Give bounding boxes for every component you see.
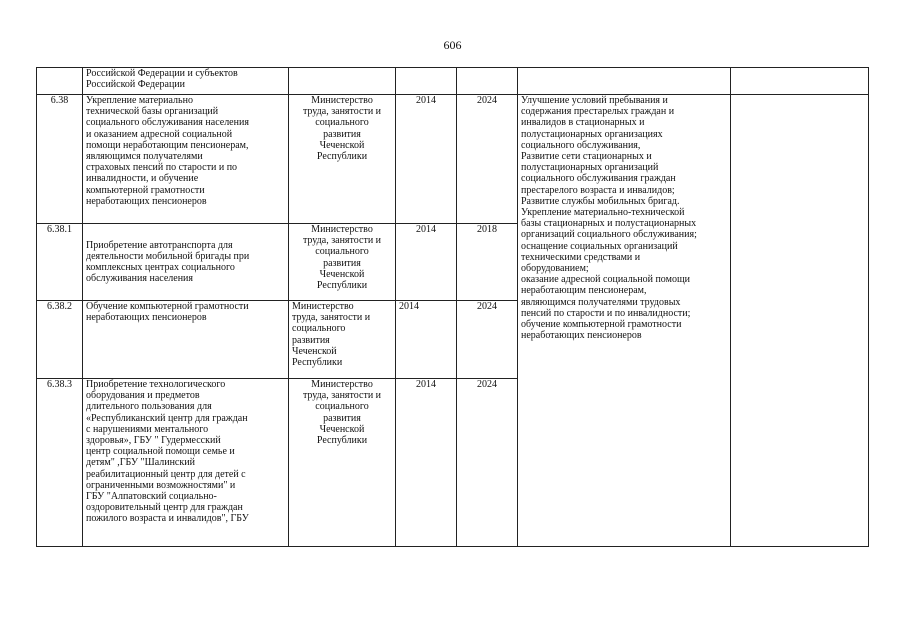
start-year: 2014 [396, 301, 457, 379]
row-number: 6.38.3 [37, 379, 83, 547]
executor: Министерство труда, занятости и социального развития Чеченской Республики [289, 95, 396, 224]
measure-name: Обучение компьютерной грамотности неработающих пенсионеров [83, 301, 289, 379]
table-row [37, 68, 869, 95]
row-number: 6.38 [37, 95, 83, 224]
end-year: 2024 [457, 301, 518, 379]
extra-cell [731, 68, 869, 95]
expected-result: Улучшение условий пребывания и содержания престарелых граждан и инвалидов в стационарных и полустационарных организациях социального обслуживания, Развитие сети стационарных и полустационарных организаций социального обслуживания граждан престарелого возраста и инвалидов; Развитие службы мобильных бригад. Укрепление материально-технической базы стационарных и полустационарных организаций социального обслуживания; оснащение социальных организаций техническими средствами и оборудованием; оказание адресной социальной помощи неработающим пенсионерам, являющимся получателями трудовых пенсий по старости и по инвалидности; обучение компьютерной грамотности неработающих пенсионеров [518, 95, 731, 547]
measure-name: Приобретение технологического оборудования и предметов длительного пользования для «Республиканский центр для граждан с нарушениями ментального здоровья», ГБУ " Гудермесский центр социальной помощи семье и детям" ,ГБУ "Шалинский реабилитационный центр для детей с ограниченными возможностями" и ГБУ "Алпатовский социально- оздоровительный центр для граждан пожилого возраста и инвалидов", ГБУ [83, 379, 289, 547]
row-number: 6.38.2 [37, 301, 83, 379]
row-number: 6.38.1 [37, 224, 83, 301]
measure-name: Приобретение автотранспорта для деятельности мобильной бригады при комплексных центрах социального обслуживания населения [83, 224, 289, 301]
table-row [37, 95, 869, 224]
start-year [396, 68, 457, 95]
start-year: 2014 [396, 95, 457, 224]
measure-name: Укрепление материально технической базы организаций социального обслуживания населения и оказанием адресной социальной помощи неработающим пенсионерам, являющимся получателями страховых пенсий по старости и по инвалидности, и обучение компьютерной грамотности неработающих пенсионеров [83, 95, 289, 224]
start-year: 2014 [396, 224, 457, 301]
end-year [457, 68, 518, 95]
executor: Министерство труда, занятости и социального развития Чеченской Республики [289, 379, 396, 547]
measure-name: Российской Федерации и субъектов Российской Федерации [83, 68, 289, 95]
program-table [36, 67, 869, 547]
executor: Министерство труда, занятости и социального развития Чеченской Республики [289, 301, 396, 379]
result-cell-top [518, 68, 731, 95]
end-year: 2018 [457, 224, 518, 301]
end-year: 2024 [457, 379, 518, 547]
page-number: 606 [443, 38, 462, 52]
end-year: 2024 [457, 95, 518, 224]
executor: Министерство труда, занятости и социального развития Чеченской Республики [289, 224, 396, 301]
start-year: 2014 [396, 379, 457, 547]
executor [289, 68, 396, 95]
row-number [37, 68, 83, 95]
extra-cell [731, 95, 869, 547]
